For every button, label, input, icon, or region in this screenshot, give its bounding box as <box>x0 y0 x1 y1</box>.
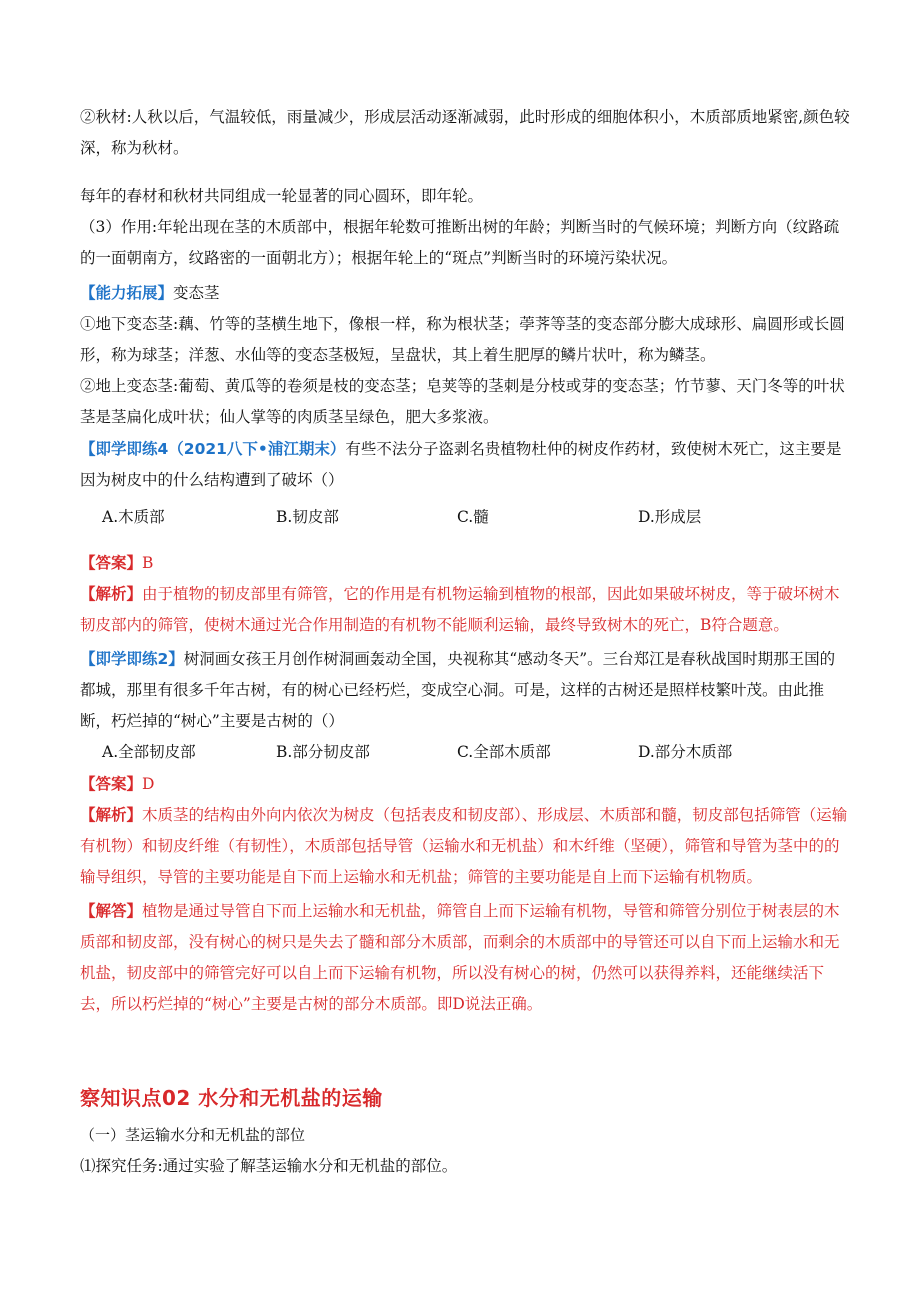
question-2-stem: 树洞画女孩王月创作树洞画轰动全国，央视称其“感动冬天”。三台郑江是春秋战国时期那王国的都城，那里有很多千年古树，有的树心已经朽烂，变成空心洞。可是，这样的古树还是照样枝繁叶茂。由此推断，朽烂掉的“树心”主要是古树的（） <box>80 650 836 730</box>
aboveground-stem-paragraph: ②地上变态茎:葡萄、黄瓜等的卷须是枝的变态茎；皂荚等的茎刺是分枝或芽的变态茎；竹节蓼、天门冬等的叶状茎是茎扁化成叶状；仙人掌等的肉质茎呈绿色，肥大多浆液。 <box>80 377 845 426</box>
question-1-analysis <box>80 579 850 641</box>
question-2-answer <box>80 769 850 800</box>
answer-value: D <box>142 775 155 793</box>
question-1-option-c: C.髓 <box>457 508 489 526</box>
analysis-tag: 【解析】 <box>80 806 143 824</box>
question-1-option-a: A.木质部 <box>102 508 165 526</box>
analysis-text: 木质茎的结构由外向内依次为树皮（包括表皮和韧皮部）、形成层、木质部和髓，韧皮部包括筛管（运输有机物）和韧皮纤维（有韧性），木质部包括导管（运输水和无机盐）和木纤维（坚硬），筛管和导管为茎中的的输导组织，导管的主要功能是自下而上运输水和无机盐；筛管的主要功能是自上而下运输有机物质。 <box>80 806 848 886</box>
explore-task-paragraph: ⑴探究任务:通过实验了解茎运输水分和无机盐的部位。 <box>80 1157 458 1175</box>
question-2-option-b: B.部分韧皮部 <box>276 743 370 761</box>
autumn-wood-paragraph: ②秋材:人秋以后，气温较低，雨量减少，形成层活动逐渐减弱，此时形成的细胞体积小，木质部质地紧密,颜色较深，称为秋材。 <box>80 108 850 157</box>
question-2 <box>80 644 850 737</box>
analysis-text: 由于植物的韧皮部里有筛管，它的作用是有机物运输到植物的根部，因此如果破坏树皮，等于破坏树木韧皮部内的筛管，使树木通过光合作用制造的有机物不能顺利运输，最终导致树木的死亡，B符合题意。 <box>80 585 840 634</box>
question-2-analysis <box>80 800 850 893</box>
question-2-option-d: D.部分木质部 <box>638 743 733 761</box>
extension-heading <box>80 278 850 309</box>
section-heading: 察知识点02 水分和无机盐的运输 <box>80 1086 383 1110</box>
solution-text: 植物是通过导管自下而上运输水和无机盐，筛管自上而下运输有机物，导管和筛管分别位于树表层的木质部和韧皮部，没有树心的树只是失去了髓和部分木质部，而剩余的木质部中的导管还可以自下而上运输水和无机盐，韧皮部中的筛管完好可以自上而下运输有机物，所以没有树心的树，仍然可以获得养料，还能继续活下去，所以朽烂掉的“树心”主要是古树的部分木质部。即D说法正确。 <box>80 902 840 1013</box>
question-2-solution <box>80 896 850 1020</box>
question-1-option-d: D.形成层 <box>638 508 702 526</box>
extension-tag: 【能力拓展】 <box>80 284 174 302</box>
function-paragraph: （3）作用:年轮出现在茎的木质部中，根据年轮数可推断出树的年龄；判断当时的气候环境；判断方向（纹路疏的一面朝南方，纹路密的一面朝北方）；根据年轮上的“斑点”判断当时的环境污染状况。 <box>80 218 840 267</box>
question-1-option-b: B.韧皮部 <box>276 508 339 526</box>
answer-tag: 【答案】 <box>80 775 143 793</box>
underground-stem-paragraph: ①地下变态茎:藕、竹等的茎横生地下，像根一样，称为根状茎；荸荠等茎的变态部分膨大成球形、扁圆形或长圆形，称为球茎；洋葱、水仙等的变态茎极短，呈盘状，其上着生肥厚的鳞片状叶，称为鳞茎。 <box>80 315 845 364</box>
answer-tag: 【答案】 <box>80 554 143 572</box>
question-2-option-c: C.全部木质部 <box>457 743 551 761</box>
question-1 <box>80 434 850 496</box>
answer-value: B <box>142 554 154 572</box>
extension-title: 变态茎 <box>173 284 220 302</box>
question-2-tag: 【即学即练2】 <box>80 650 184 668</box>
question-1-answer <box>80 548 850 579</box>
question-1-stem: 有些不法分子盗剥名贵植物杜仲的树皮作药材，致使树木死亡，这主要是因为树皮中的什么结构遭到了破坏（） <box>80 440 842 489</box>
solution-tag: 【解答】 <box>80 902 143 920</box>
annual-ring-paragraph: 每年的春材和秋材共同组成一轮显著的同心圆环，即年轮。 <box>80 187 484 205</box>
question-1-tag: 【即学即练4（2021八下•浦江期末） <box>80 440 346 458</box>
question-2-option-a: A.全部韧皮部 <box>102 743 196 761</box>
section-subheading: （一）茎运输水分和无机盐的部位 <box>80 1126 306 1144</box>
analysis-tag: 【解析】 <box>80 585 143 603</box>
